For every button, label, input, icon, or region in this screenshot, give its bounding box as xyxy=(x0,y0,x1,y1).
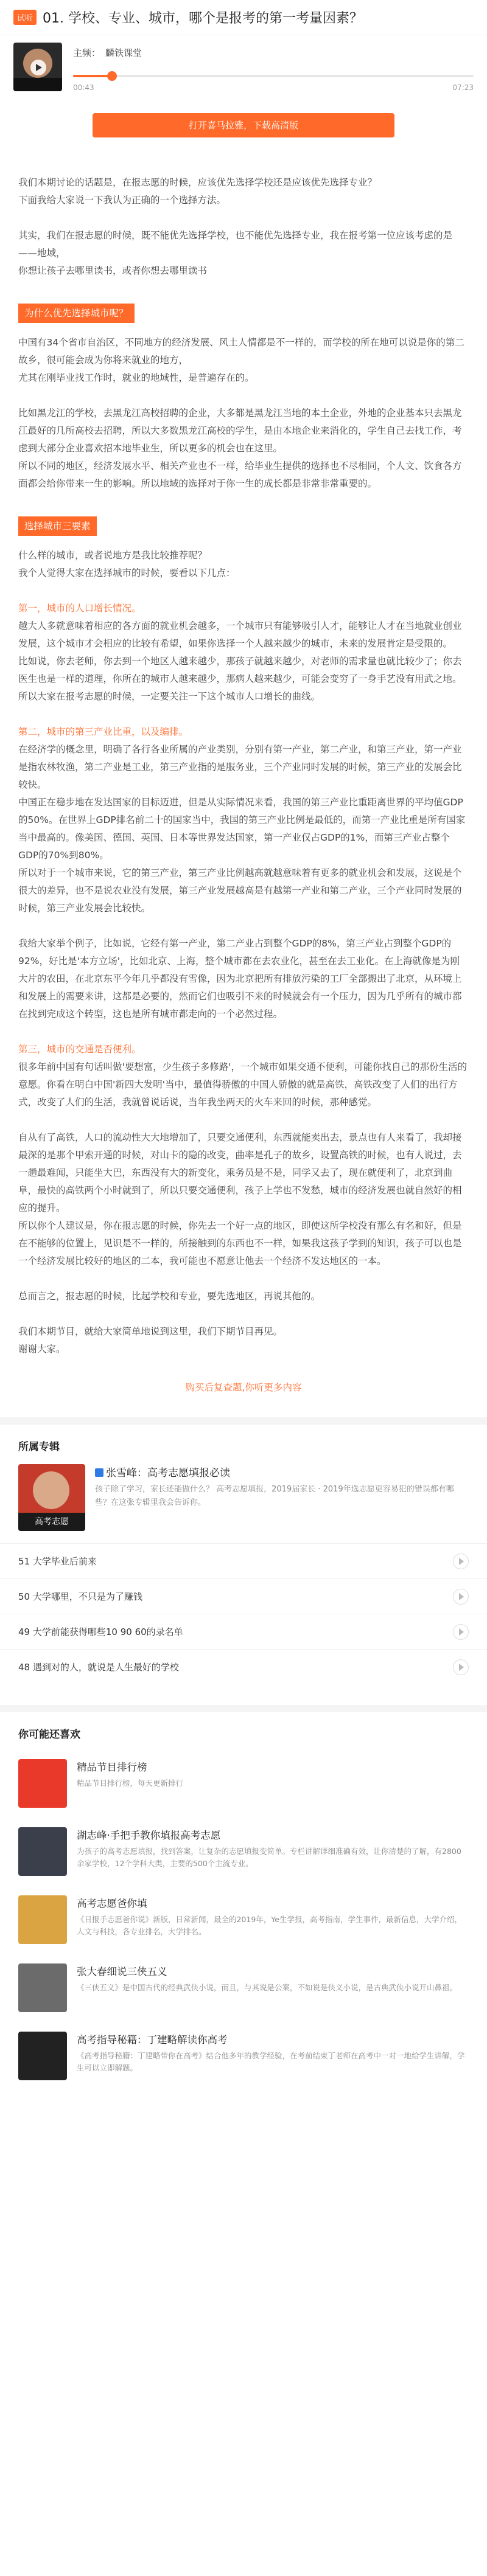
recommend-info xyxy=(77,1963,469,1994)
track-title: 50 大学哪里，不只是为了赚钱 xyxy=(18,1591,142,1602)
section-divider xyxy=(0,1705,487,1712)
recommend-desc: 《三侠五义》是中国古代的经典武侠小说，而且，与其说是公案，不如说是侠义小说，是古典武侠小说开山鼻祖。 xyxy=(77,1983,458,1992)
paragraph: 越大人多就意味着相应的各方面的就业机会越多，一个城市只有能够吸引人才，能够让人才在当地就业创业发展，这个城市才会相应的比较有希望，如果你选择一个人越来越少的城市，未来的发展肯定是受限的。 xyxy=(18,620,462,649)
paragraph: 中国有34个省市自治区，不同地方的经济发展、风土人情都是不一样的，而学校的所在地可以说是你的第二故乡，很可能会成为你将来就业的地方， xyxy=(18,337,464,366)
audio-player xyxy=(0,35,487,113)
paragraph: 我给大家举个例子，比如说，它经有第一产业，第二产业占到整个GDP的8%，第三产业占到整个GDP的92%，好比是'本方立场'，比如北京、上海，整个城市都在去农业化，甚至在去工业化。在上海就像是为刚大片的农田，在北京东平今年几乎都没有雪像，因为北京把所有排放污染的工厂全部搬出了北京，从环境上和发展上的需要来讲，这都是必要的，然而它们也吸引不来的时候就会有一个压力，因为几乎所有的城市都在找到完成这个转型，这也是所有城市都走向的一个必然过程。 xyxy=(18,938,462,1019)
play-icon[interactable] xyxy=(453,1589,469,1605)
play-icon[interactable] xyxy=(453,1554,469,1569)
album-card[interactable] xyxy=(0,1462,487,1543)
progress-bar[interactable] xyxy=(73,75,474,77)
paragraph: 比如黑龙江的学校，去黑龙江高校招聘的企业，大多都是黑龙江当地的本土企业，外地的企业基本只去黑龙江最好的几所高校去招聘，所以大多数黑龙江高校的学生，是由本地企业来消化的，学生自己去找工作，考虑到大部分企业喜欢招本地毕业生，所以更多的机会也在这里。 xyxy=(18,408,462,454)
episode-cover[interactable] xyxy=(13,43,62,91)
paragraph: 我们本期节目，就给大家简单地说到这里，我们下期节目再见。 xyxy=(18,1326,283,1337)
paragraph: 其实，我们在报志愿的时候，既不能优先选择学校，也不能优先选择专业，我在报考第一位应该考虑的是——地域， xyxy=(18,230,453,259)
current-time: 00:43 xyxy=(73,83,94,92)
sub-heading: 第三，城市的交通是否便利。 xyxy=(18,1044,141,1055)
section-tag: 选择城市三要素 xyxy=(18,516,97,536)
album-desc: 孩子除了学习，家长还能做什么？ 高考志愿填报，2019届家长 · 2019年选志愿更容易犯的错误都有哪些？在这张专辑里我会告诉你。 xyxy=(95,1485,454,1507)
total-time: 07:23 xyxy=(452,83,474,92)
para3-block xyxy=(18,404,469,493)
recommend-title: 湖志峰·手把手教你填报高考志愿 xyxy=(77,1830,221,1841)
play-icon[interactable] xyxy=(453,1659,469,1675)
recommend-desc: 《高考指导秘籍：丁建略带你在高考》结合他多年的教学经验，在考前结束丁老师在高考中一对一地给学生讲解，学生可以立即解题。 xyxy=(77,2051,465,2072)
album-section-title: 所属专辑 xyxy=(18,1441,60,1453)
cover-caption: 高考志愿 xyxy=(18,1513,85,1531)
paragraph: 中国正在稳步地在发达国家的目标迈进，但是从实际情况来看，我国的第三产业比重距离世界的平均值GDP的50%。在世界上GDP排名前二十的国家当中，我国的第三产业比例是最低的，而第一产业比重是所有国家当中最高的。像美国、德国、英国、日本等世界发达国家，第一产业仅占GDP的1%，而第三产业占整个GDP的70%到80%。 xyxy=(18,797,466,861)
play-icon[interactable] xyxy=(453,1624,469,1640)
album-cover[interactable] xyxy=(18,1464,85,1531)
recommend-info xyxy=(77,1895,469,1938)
sub-heading: 第二，城市的第三产业比重，以及编排。 xyxy=(18,726,189,737)
cover-band xyxy=(13,78,62,91)
recommend-title: 高考志愿爸你填 xyxy=(77,1898,147,1909)
para2-block xyxy=(18,334,469,387)
recommend-title: 精品节目排行榜 xyxy=(77,1762,147,1773)
paragraph: 所以对于一个城市来说，它的第三产业，第三产业比例越高就越意味着有更多的就业机会和发展，这说是个很大的差异，也不是说农业没有发展，第三产业发展越高是有越第一产业和第二产业，三个产业同时发展的时候，第三产业发展会比较快。 xyxy=(18,867,462,914)
author-photo xyxy=(33,1471,69,1509)
play-icon[interactable] xyxy=(30,60,46,75)
recommend-cover[interactable] xyxy=(18,1963,67,2012)
sub-heading: 第一，城市的人口增长情况。 xyxy=(18,603,141,614)
recommend-section xyxy=(0,1712,487,2090)
para1-block xyxy=(18,227,469,280)
recommend-desc: 《日报手志愿爸你说》新版，日常新闻，最全的2019年，Ye生学报，高考指南，学生事件，最新信息，大学介绍，人文与科技，各专业排名，大学排名。 xyxy=(77,1915,462,1936)
paragraph: 你想让孩子去哪里读书，或者你想去哪里读书 xyxy=(18,265,208,276)
recommend-item[interactable] xyxy=(0,2022,487,2090)
recommend-cover[interactable] xyxy=(18,2032,67,2080)
progress-knob[interactable] xyxy=(107,71,117,81)
buy-more-link[interactable]: 购买后复查题,你听更多内容 xyxy=(185,1382,302,1393)
progress-fill xyxy=(73,75,112,77)
paragraph: 我个人觉得大家在选择城市的时候，要看以下几点： xyxy=(18,568,236,578)
recommend-title: 张大春细说三侠五义 xyxy=(77,1966,167,1977)
paragraph: 尤其在刚毕业找工作时，就业的地域性，是普遍存在的。 xyxy=(18,372,254,383)
track-item[interactable] xyxy=(0,1614,487,1649)
album-section xyxy=(0,1425,487,1684)
time-readout xyxy=(73,83,474,92)
track-item[interactable] xyxy=(0,1649,487,1684)
recommend-item[interactable] xyxy=(0,1817,487,1886)
paragraph: 自从有了高铁，人口的流动性大大地增加了，只要交通便利，东西就能卖出去，景点也有人来看了，我却接最深的是那个甲索开通的时候，对山卡的隐的改变，曲率是孔子的故乡，设置高铁的时候，也有人说过，去一趟最难闻，只能坐大巴，东西没有大的新变化，乘务员是不是，同学又去了，现在就便利了，北京到曲阜，最快的高铁两个小时就到了，所以只要交通便利，孩子上学也不发愁，城市的经济发展也就自然好的相应的提升。 xyxy=(18,1132,462,1213)
section-divider xyxy=(0,1417,487,1425)
player-controls xyxy=(73,43,474,113)
track-title: 48 遇到对的人，就说是人生最好的学校 xyxy=(18,1662,179,1673)
recommend-item[interactable] xyxy=(0,1886,487,1954)
speaker-label: 主频： xyxy=(73,47,101,58)
intro-block xyxy=(18,174,469,209)
paragraph: 总而言之，报志愿的时候，比起学校和专业，要先选地区，再说其他的。 xyxy=(18,1291,321,1302)
track-item[interactable] xyxy=(0,1578,487,1614)
paragraph: 什么样的城市，或者说地方是我比较推荐呢？ xyxy=(18,550,208,561)
recommend-title: 高考指导秘籍：丁建略解读你高考 xyxy=(77,2034,228,2046)
paragraph: 下面我给大家说一下我认为正确的一个选择方法。 xyxy=(18,195,226,206)
recommend-desc: 为孩子的高考志愿填报，找到答案，让复杂的志愿填报变简单。专栏讲解详细准确有效，让你清楚的了解，有2800余家学校，12个学科大类，主要的500个主流专业。 xyxy=(77,1847,461,1868)
article-body xyxy=(0,137,487,1397)
track-title: 49 大学前能获得哪些10 90 60的录名单 xyxy=(18,1626,183,1637)
page-title: 01. 学校、专业、城市，哪个是报考的第一考量因素？ xyxy=(43,11,363,26)
album-title-text: 张雪峰：高考志愿填报必读 xyxy=(106,1467,230,1479)
recommend-desc: 精品节目排行榜，每天更新排行 xyxy=(77,1779,184,1788)
recommend-info xyxy=(77,2032,469,2074)
header xyxy=(0,0,487,35)
track-item[interactable] xyxy=(0,1543,487,1578)
speaker-name[interactable]: 麟铁课堂 xyxy=(105,47,142,58)
paragraph: 很多年前中国有句话叫做'要想富，少生孩子多修路'，一个城市如果交通不便利，可能你找自己的那份生活的意愿。你看在明白中国'新四大发明'当中，最值得骄傲的中国人骄傲的就是高铁，高铁改变了人们的出行方式，改变了人们的生活，我就曾说话说，当年我坐两天的火车来回的时候，那种感觉。 xyxy=(18,1061,468,1108)
recommend-item[interactable] xyxy=(0,1954,487,2022)
recommend-item[interactable] xyxy=(0,1749,487,1817)
paragraph: 比如说，你去老师，你去到一个地区人越来越少，那孩子就越来越少，对老师的需求量也就比较少了；你去医生也是一样的道理，你所在的城市人越来越少，那病人越来越少，可能会变穷了一身手艺没有用武之地。 xyxy=(18,656,462,684)
recommend-info xyxy=(77,1759,469,1790)
paragraph: 在经济学的概念里，明确了各行各业所属的产业类别，分别有第一产业，第二产业，和第三产业，第一产业是指农林牧渔，第二产业是工业，第三产业指的是服务业，三个产业同时发展的时候，第三产业的发展会比较快。 xyxy=(18,744,462,790)
paragraph: 谢谢大家。 xyxy=(18,1344,66,1355)
verified-icon xyxy=(95,1468,103,1477)
recommend-info xyxy=(77,1827,469,1870)
paragraph: 我们本期讨论的话题是，在报志愿的时候，应该优先选择学校还是应该优先选择专业？ xyxy=(18,177,377,188)
track-title: 51 大学毕业后前来 xyxy=(18,1556,97,1567)
recommend-cover[interactable] xyxy=(18,1895,67,1944)
album-info xyxy=(95,1464,469,1531)
recommend-cover[interactable] xyxy=(18,1827,67,1876)
trial-badge: 试听 xyxy=(13,10,37,25)
paragraph: 所以不同的地区，经济发展水平、相关产业也不一样，给毕业生提供的选择也不尽相同，个人文、饮食各方面都会给你带来一生的影响。所以地域的选择对于你一生的成长都是非常非常重要的。 xyxy=(18,460,462,489)
paragraph: 所以大家在报考志愿的时候，一定要关注一下这个城市人口增长的曲线。 xyxy=(18,691,321,702)
speaker-line xyxy=(73,46,474,59)
recommend-cover[interactable] xyxy=(18,1759,67,1808)
recommend-section-title: 你可能还喜欢 xyxy=(18,1729,80,1741)
paragraph: 所以你个人建议是，你在报志愿的时候，你先去一个好一点的地区，即使这所学校没有那么有名和好，但是在不能够的位置上，见识是不一样的，所接触到的东西也不一样，如果我这孩子学到的知识，孩子可以也是一个经济发展比较好的地区的二本，我可能也不愿意让他去一个经济不发达地区的一本。 xyxy=(18,1220,462,1266)
album-title xyxy=(95,1464,469,1479)
section-tag: 为什么优先选择城市呢？ xyxy=(18,304,135,323)
open-app-button[interactable]: 打开喜马拉雅，下载高清版 xyxy=(93,113,394,137)
para4-block xyxy=(18,547,469,582)
